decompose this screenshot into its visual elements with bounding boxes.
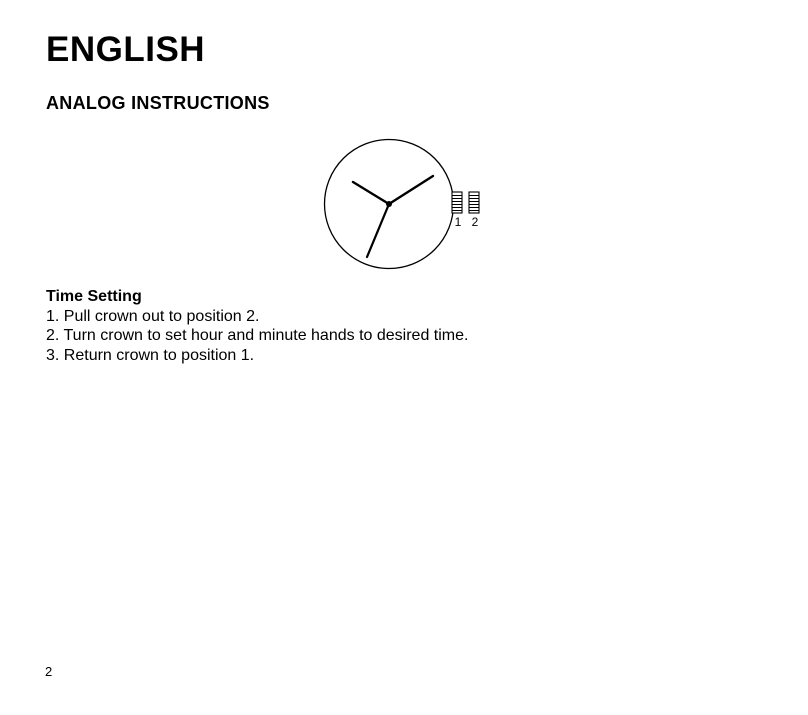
page-title: ENGLISH [46, 30, 206, 69]
minute-hand [389, 176, 433, 204]
crown-position-2-icon [469, 192, 479, 213]
crown-position-label-1: 1 [454, 215, 462, 229]
section-heading: ANALOG INSTRUCTIONS [46, 93, 270, 113]
second-hand [367, 204, 389, 257]
center-pin [386, 201, 392, 207]
time-setting-title: Time Setting [46, 288, 142, 305]
time-setting-instructions [46, 287, 468, 365]
crown-position-1-icon [452, 192, 462, 213]
instruction-step-3: 3. Return crown to position 1. [46, 346, 255, 364]
instruction-step-1: 1. Pull crown out to position 2. [46, 307, 260, 325]
hour-hand [353, 182, 389, 204]
instruction-step-2: 2. Turn crown to set hour and minute hands to desired time. [46, 327, 469, 344]
page-number: 2 [45, 664, 53, 679]
watch-diagram [318, 132, 493, 277]
crown-position-label-2: 2 [471, 215, 479, 229]
